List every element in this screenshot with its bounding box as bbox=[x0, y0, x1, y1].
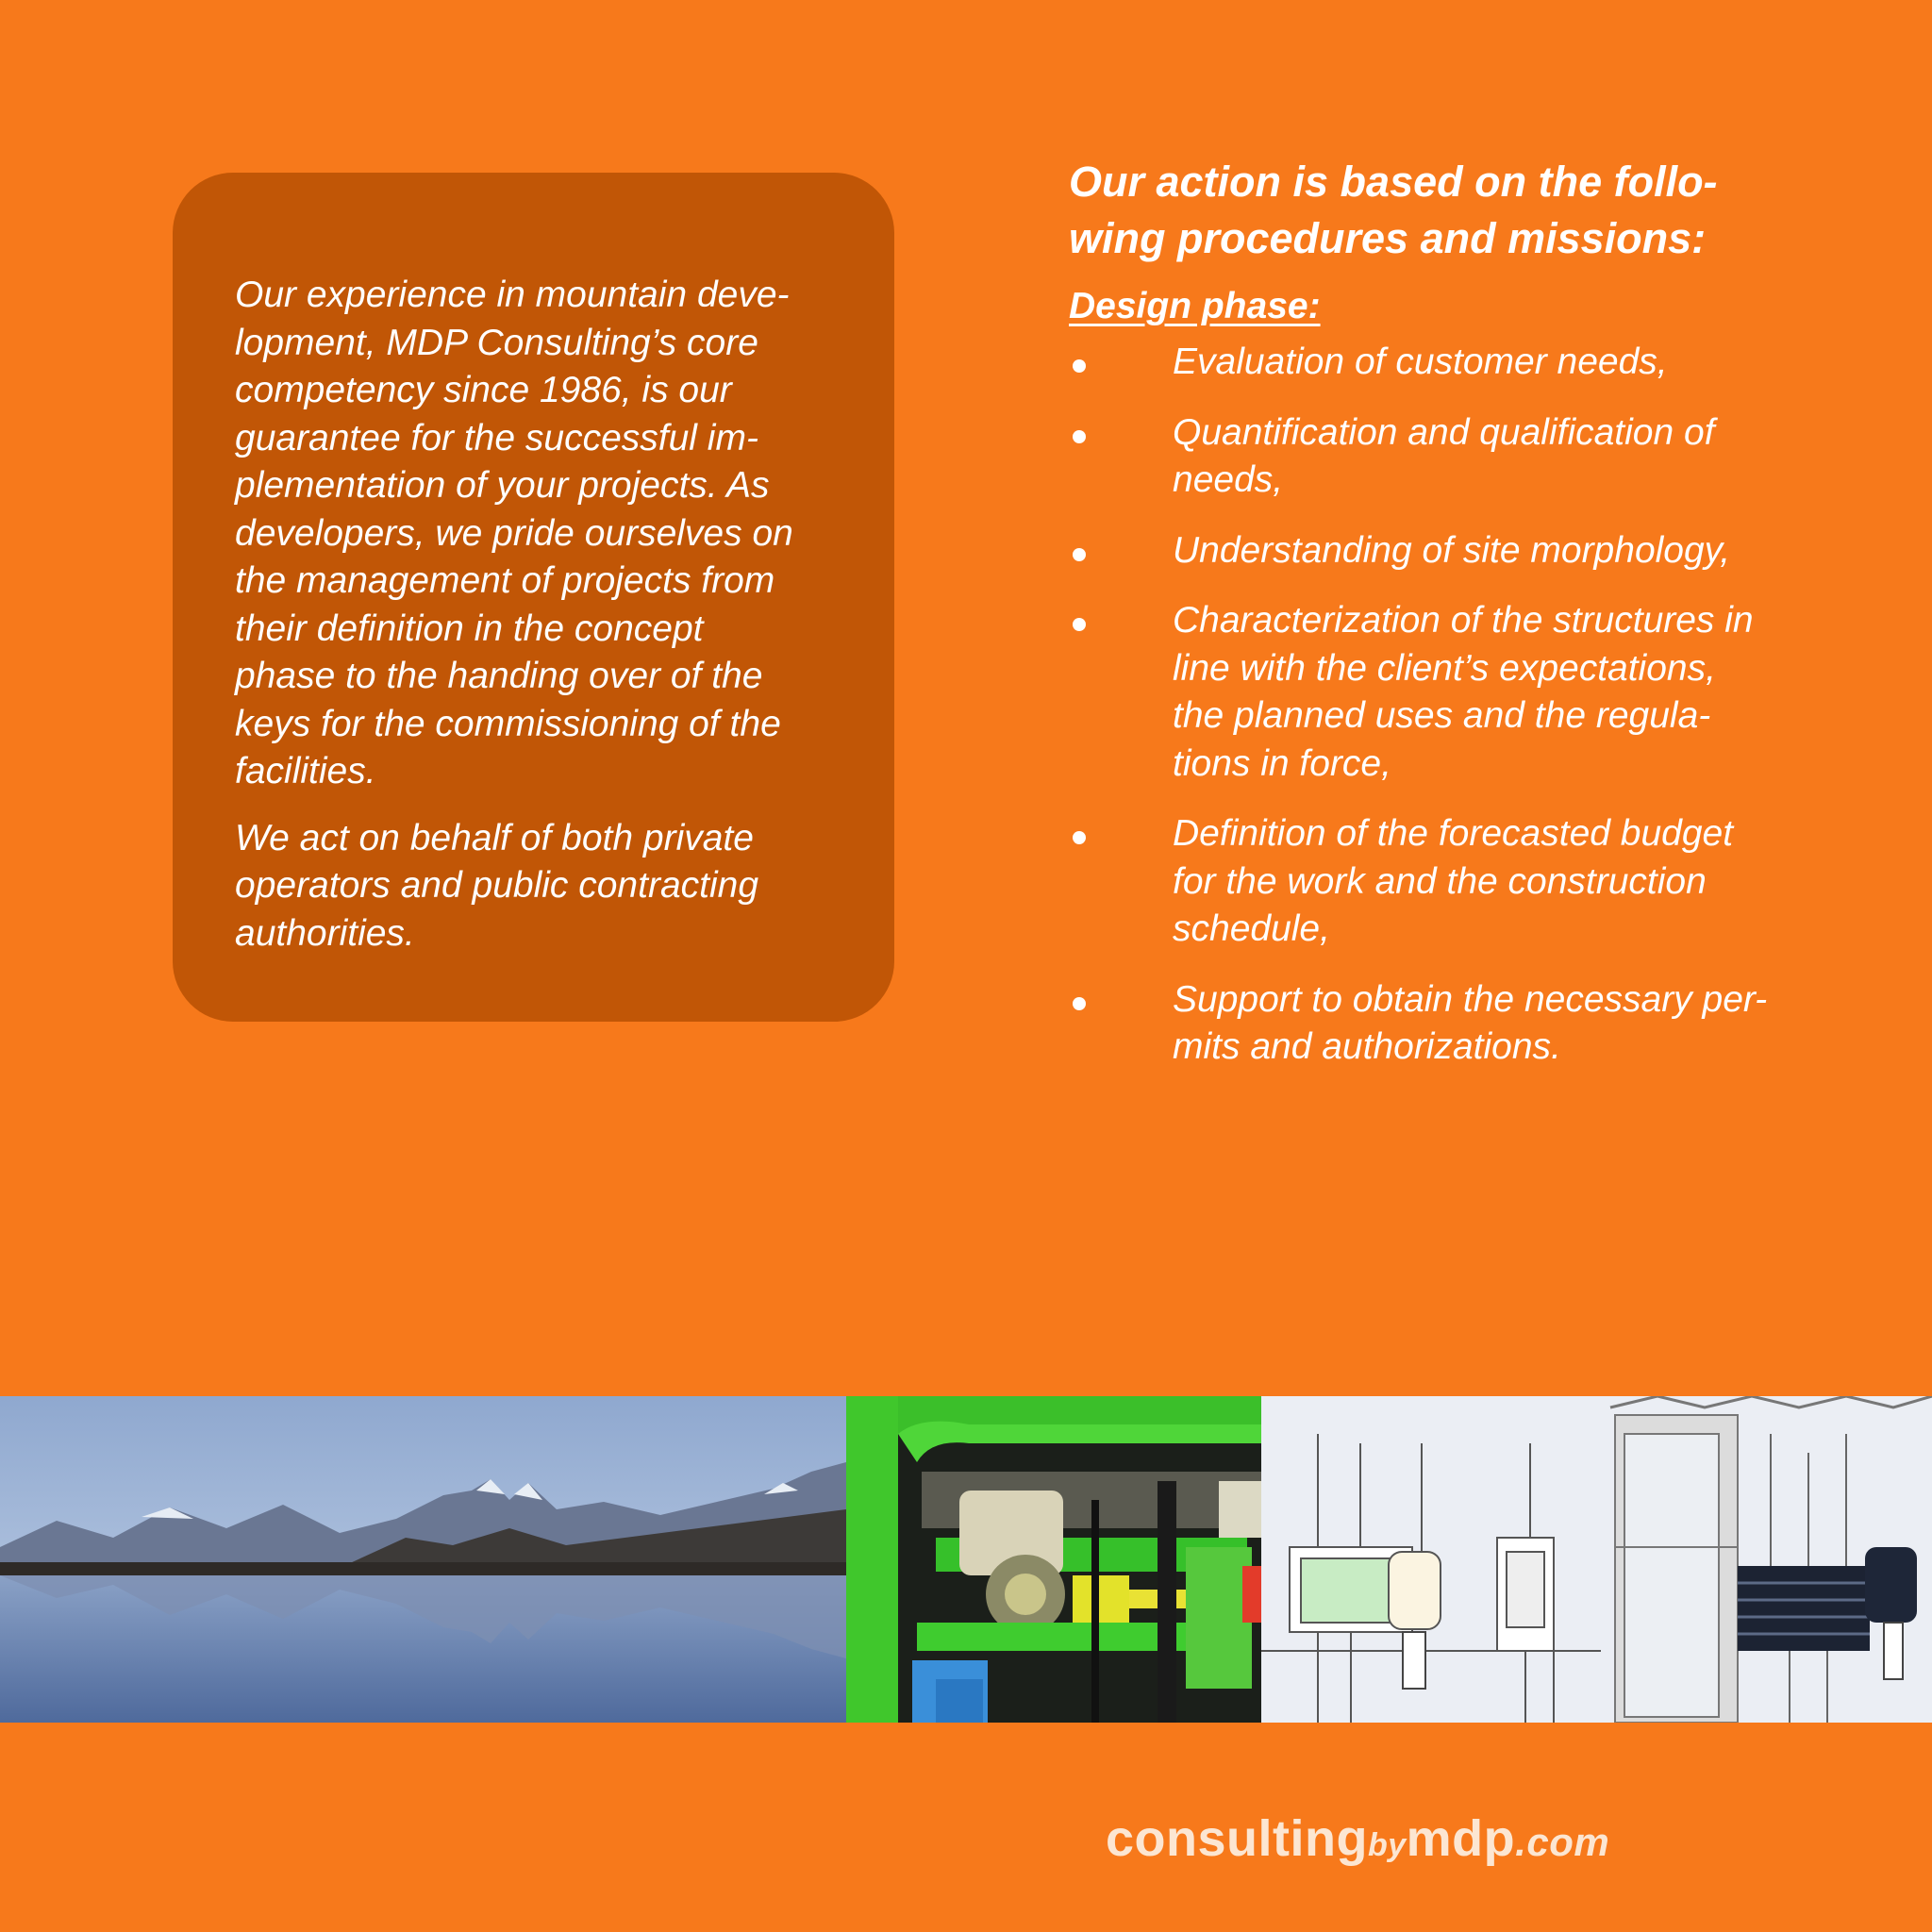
list-item bbox=[1069, 976, 1842, 1072]
bullet-icon bbox=[1073, 359, 1086, 373]
bullet-icon bbox=[1073, 430, 1086, 443]
website-tld: .com bbox=[1515, 1820, 1610, 1864]
actions-heading: Our action is based on the follo- wing procedures and missions: bbox=[1069, 158, 1718, 262]
bullet-icon bbox=[1073, 997, 1086, 1010]
technical-drawing bbox=[1261, 1396, 1932, 1723]
list-item bbox=[1069, 409, 1842, 505]
list-item bbox=[1069, 339, 1842, 387]
photo-strip bbox=[0, 1396, 1932, 1723]
intro-box bbox=[173, 173, 894, 1022]
mission-text: Quantification and qualification of needs, bbox=[1173, 411, 1715, 500]
website-by: by bbox=[1367, 1827, 1407, 1863]
mission-text: Characterization of the structures in line with the client’s expectations, the planned uses and the regula- tions in force, bbox=[1173, 600, 1754, 784]
actions-section bbox=[1069, 154, 1842, 1094]
missions-list bbox=[1069, 339, 1842, 1072]
mission-text: Definition of the forecasted budget for the work and the construction schedule, bbox=[1173, 813, 1734, 949]
design-phase-title: Design phase: bbox=[1069, 286, 1321, 326]
mission-text: Support to obtain the necessary per- mits and authorizations. bbox=[1173, 978, 1768, 1067]
mountain-lake-photo bbox=[0, 1396, 846, 1723]
list-item bbox=[1069, 810, 1842, 954]
bullet-icon bbox=[1073, 831, 1086, 844]
website-main: consulting bbox=[1106, 1810, 1368, 1867]
mission-text: Understanding of site morphology, bbox=[1173, 529, 1731, 571]
mission-text: Evaluation of customer needs, bbox=[1173, 341, 1668, 382]
list-item bbox=[1069, 527, 1842, 575]
list-item bbox=[1069, 597, 1842, 788]
bullet-icon bbox=[1073, 618, 1086, 631]
machinery-photo bbox=[846, 1396, 1261, 1723]
intro-paragraph-2: We act on behalf of both private operators and public contracting authorities. bbox=[235, 817, 759, 954]
website-link[interactable] bbox=[1106, 1809, 1609, 1868]
bullet-icon bbox=[1073, 548, 1086, 561]
intro-paragraph-1: Our experience in mountain deve- lopment, MDP Consulting’s core competency since 1986, is our guarantee for the successful im- plementation of your projects. As developers, we pride ourselves on the management of projects from their definition in the concept phase to the handing over of the keys for the commissioning of the facilities. bbox=[235, 275, 793, 791]
website-brand: mdp bbox=[1406, 1810, 1516, 1867]
